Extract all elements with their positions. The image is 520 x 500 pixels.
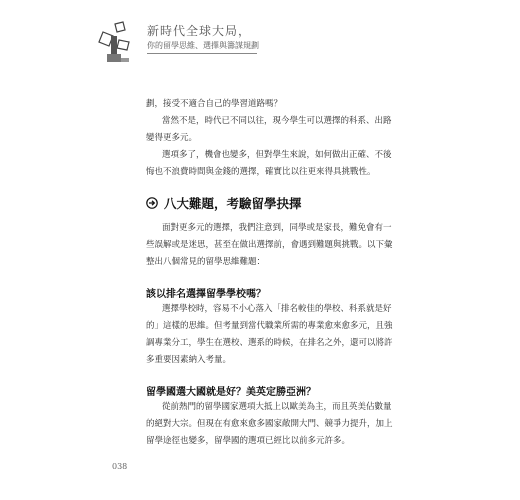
question-answer: 選擇學校時，容易不小心落入「排名較佳的學校、科系就是好的」這樣的思維。但考量到當代職業所需的專業愈來愈多元，且強調專業分工，學生在選校、選系的時候，在排名之外，還可以將許多重要因素納入考量。: [146, 304, 393, 365]
header-subtitle: 你的留學思維、選擇與籌謀規劃: [147, 41, 259, 50]
question-title: 留學國選大國就是好？美英定勝亞洲？: [146, 387, 316, 398]
intro-paragraph-continuation: 劃，接受不適合自己的學習道路嗎？: [146, 99, 283, 109]
header-title: 新時代全球大局，: [147, 24, 252, 38]
header-divider: [147, 53, 257, 54]
windmill-logo-icon: [95, 20, 133, 64]
page-number: 038: [112, 462, 128, 471]
section-heading: [146, 194, 396, 212]
section-paragraph: 面對更多元的選擇，我們注意到，同學或是家長，難免會有一些誤解或是迷思，甚至在做出選擇前，會遇到難題與挑戰。以下彙整出八個常見的留學思維難題：: [146, 223, 393, 267]
circled-arrow-icon: [146, 197, 158, 209]
page-body: [146, 96, 396, 450]
intro-paragraph: 選項多了，機會也變多，但對學生來說，如何做出正確、不後悔也不浪費時間與金錢的選擇，確實比以往更來得具挑戰性。: [146, 150, 392, 177]
section-title: 八大難題，考驗留學抉擇: [164, 196, 302, 211]
question-title: 該以排名選擇留學學校嗎？: [146, 289, 266, 300]
intro-paragraph: 當然不是，時代已不同以往，現今學生可以選擇的科系、出路變得更多元。: [146, 116, 392, 143]
running-header: [95, 20, 295, 64]
question-answer: 從前熱門的留學國家選項大抵上以歐美為主，而且英美佔數量的絕對大宗。但現在有愈來愈多國家敞開大門、競爭力提升，加上留學途徑也變多，留學國的選項已經比以前多元許多。: [146, 402, 393, 446]
